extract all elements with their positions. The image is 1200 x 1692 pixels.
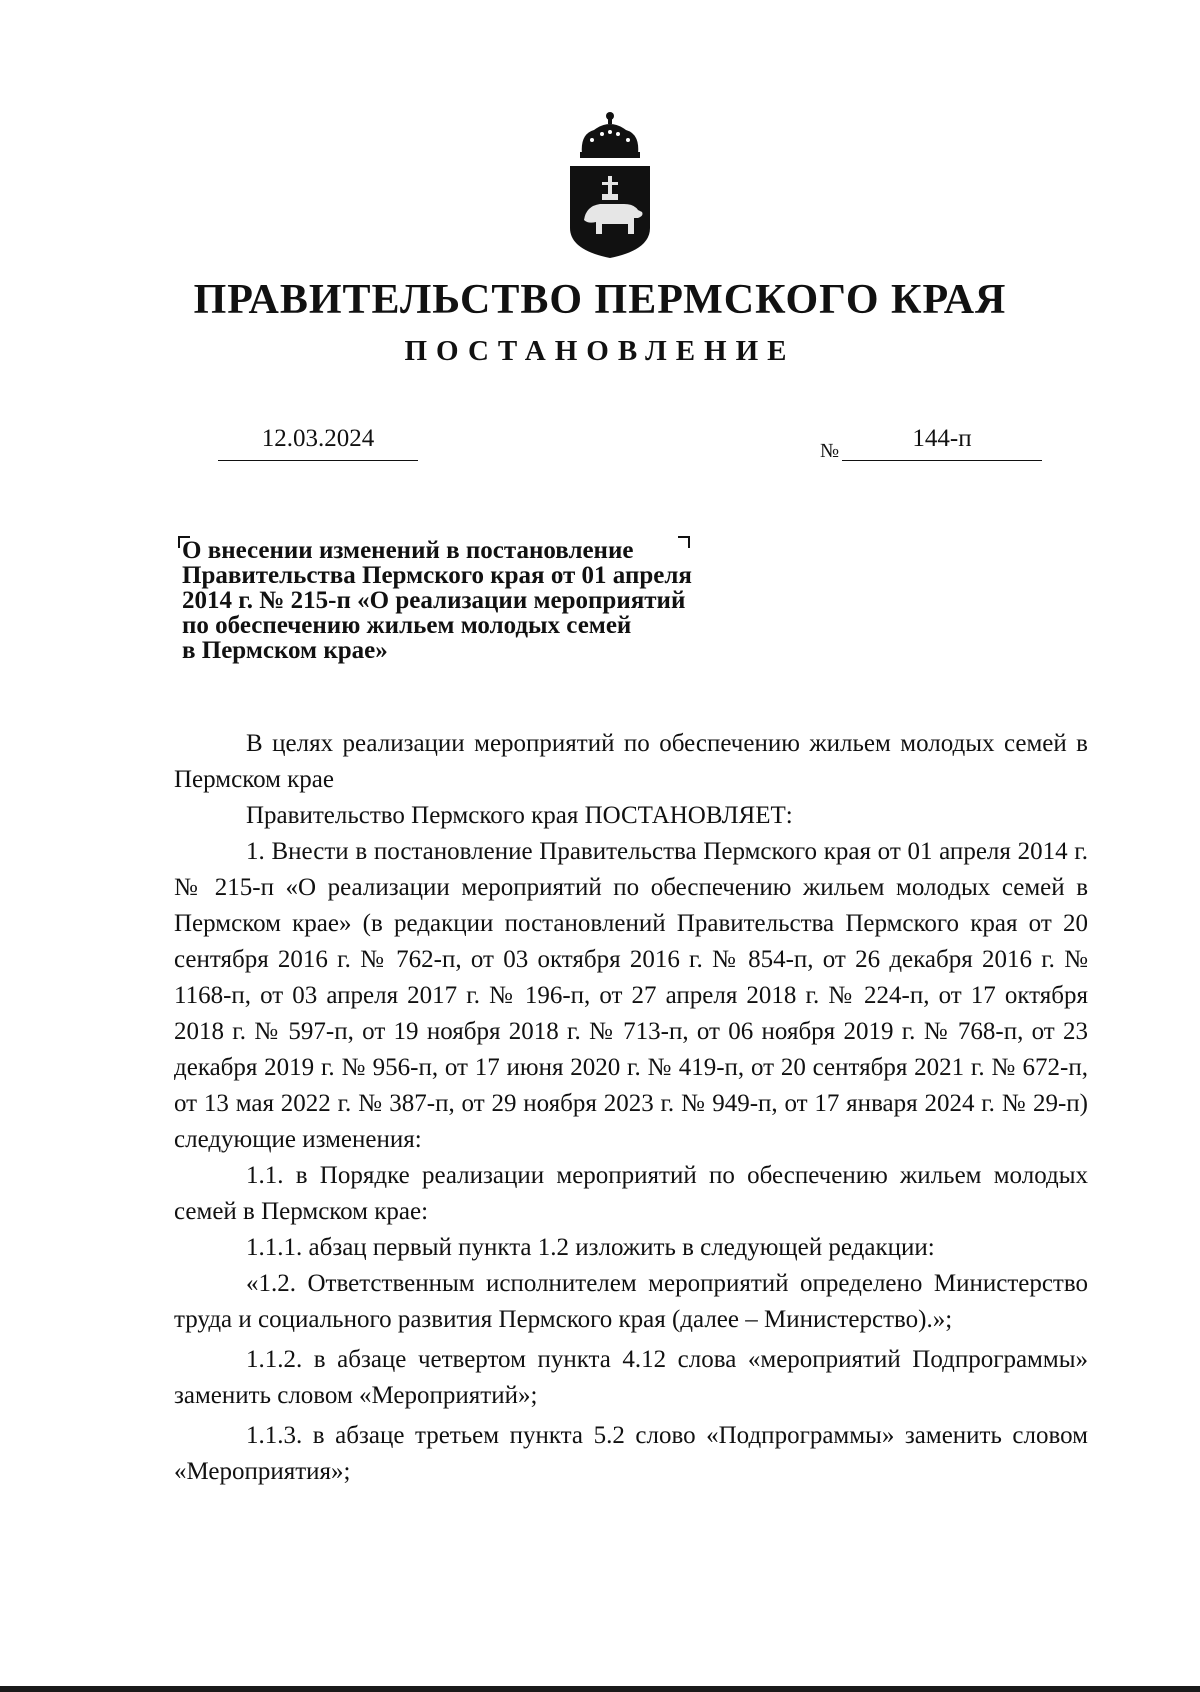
document-number: 144-п [912, 425, 972, 452]
resolution-paragraph: Правительство Пермского края ПОСТАНОВЛЯЕТ: [246, 802, 793, 829]
subject-line: Правительства Пермского края от 01 апреля [182, 562, 692, 589]
date-underline [218, 460, 418, 461]
subject-line: 2014 г. № 215-п «О реализации мероприятий [182, 587, 686, 614]
clause-1-1-paragraph: 1.1. в Порядке реализации мероприятий по обеспечению жильем молодых семей в Пермском крае: [174, 1162, 1088, 1225]
clause-1-1-3-paragraph: 1.1.3. в абзаце третьем пункта 5.2 слово «Подпрограммы» заменить словом «Мероприятия»; [174, 1422, 1088, 1485]
clause-1-1-2-paragraph: 1.1.2. в абзаце четвертом пункта 4.12 слова «мероприятий Подпрограммы» заменить словом «Мероприятий»; [174, 1346, 1088, 1409]
document-subject [182, 538, 822, 663]
coat-of-arms-icon [568, 110, 652, 260]
clause-1-1-1-paragraph: 1.1.1. абзац первый пункта 1.2 изложить в следующей редакции: [246, 1234, 935, 1261]
subject-line: по обеспечению жильем молодых семей [182, 612, 632, 639]
number-underline [842, 460, 1042, 461]
quoted-clause-paragraph: «1.2. Ответственным исполнителем мероприятий определено Министерство труда и социального развития Пермского края (далее – Министерство).»; [174, 1270, 1088, 1333]
document-type-title: ПОСТАНОВЛЕНИЕ [404, 335, 796, 367]
document-body [174, 726, 1088, 1490]
number-label: № [820, 440, 840, 462]
subject-line: О внесении изменений в постановление [182, 537, 634, 564]
organization-title: ПРАВИТЕЛЬСТВО ПЕРМСКОГО КРАЯ [193, 277, 1007, 323]
clause-1-paragraph: 1. Внести в постановление Правительства Пермского края от 01 апреля 2014 г. № 215-п «О реализации мероприятий по обеспечению жильем молодых семей в Пермском крае» (в редакции постановлений Правительства Пермского края от 20 сентября 2016 г. № 762-п, от 03 октября 2016 г. № 854-п, от 26 декабря 2016 г. № 1168-п, от 03 апреля 2017 г. № 196-п, от 27 апреля 2018 г. № 224-п, от 17 октября 2018 г. № 597-п, от 19 ноября 2018 г. № 713-п, от 06 ноября 2019 г. № 768-п, от 23 декабря 2019 г. № 956-п, от 17 июня 2020 г. № 419-п, от 20 сентября 2021 г. № 672-п, от 13 мая 2022 г. № 387-п, от 29 ноября 2023 г. № 949-п, от 17 января 2024 г. № 29-п) следующие изменения: [174, 838, 1088, 1153]
document-date: 12.03.2024 [261, 425, 375, 452]
subject-line: в Пермском крае» [182, 637, 388, 664]
scan-border [0, 1686, 1200, 1692]
preamble-paragraph: В целях реализации мероприятий по обеспечению жильем молодых семей в Пермском крае [174, 730, 1088, 793]
